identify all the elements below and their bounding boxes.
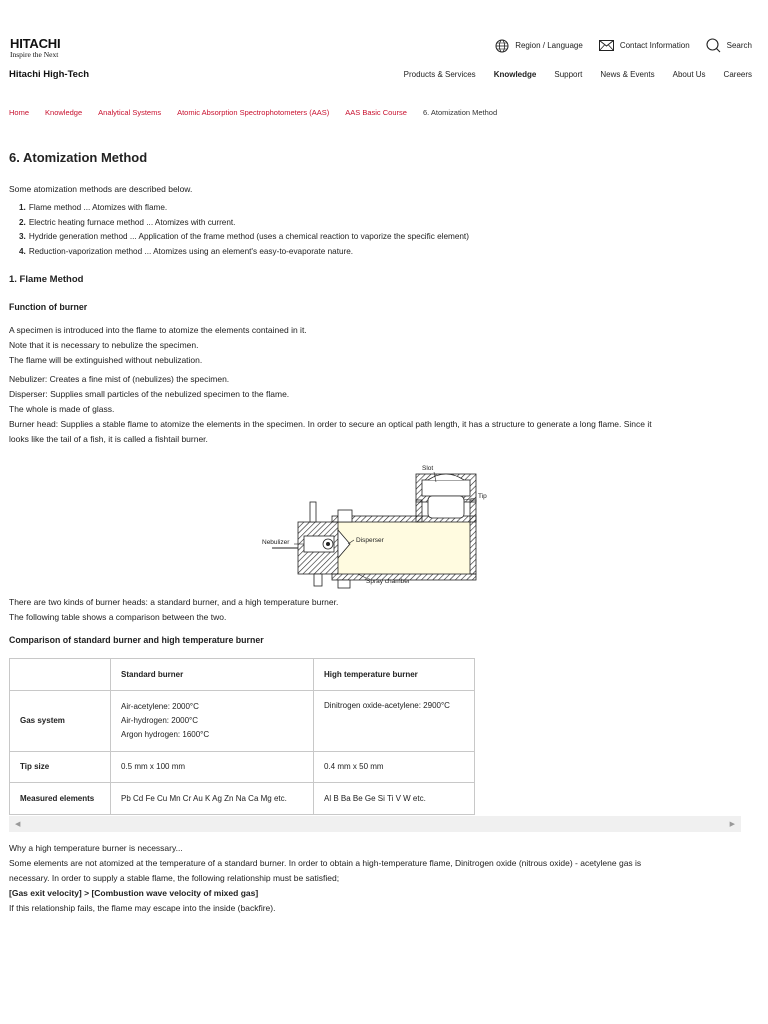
nav-about[interactable]: About Us [672, 70, 706, 79]
contact-label: Contact Information [619, 41, 690, 50]
hitachi-logo[interactable] [10, 38, 60, 59]
list-item: 2. Electric heating furnace method ... Atomizes with current. [19, 217, 236, 227]
list-item: 1. Flame method ... Atomizes with flame. [19, 203, 168, 212]
nav-products[interactable]: Products & Services [403, 70, 476, 79]
table-horizontal-scrollbar[interactable] [9, 816, 741, 832]
table-cell: Measured elements [10, 783, 111, 815]
contact-link[interactable] [599, 40, 690, 51]
comparison-heading: Comparison of standard burner and high temperature burner [9, 635, 264, 645]
list-item: 3. Hydride generation method ... Application of the frame method (uses a chemical reaction to vaporize the specific element) [19, 232, 469, 241]
utility-nav [479, 38, 752, 53]
nav-support[interactable]: Support [554, 70, 583, 79]
table-cell: Dinitrogen oxide-acetylene: 2900°C [314, 691, 475, 752]
table-header-cell: High temperature burner [314, 659, 475, 691]
table-header-cell [10, 659, 111, 691]
table-row [10, 752, 475, 783]
breadcrumb [9, 108, 513, 117]
company-name[interactable]: Hitachi High-Tech [9, 69, 90, 80]
burner-paragraph-3: There are two kinds of burner heads: a standard burner, and a high temperature burner. The following table shows a comparison between the two. [9, 597, 339, 622]
table-cell: 0.5 mm x 100 mm [111, 752, 314, 783]
page-title: 6. Atomization Method [9, 150, 148, 165]
table-cell: Gas system [10, 691, 111, 752]
region-language-label: Region / Language [515, 41, 583, 50]
intro-text: Some atomization methods are described below. [9, 184, 193, 194]
method-list [19, 201, 469, 259]
table-cell: 0.4 mm x 50 mm [314, 752, 475, 783]
breadcrumb-home[interactable]: Home [9, 108, 30, 117]
table-row [10, 659, 475, 691]
section-heading-flame: 1. Flame Method [9, 274, 84, 285]
table-cell: Air-acetylene: 2000°C Air-hydrogen: 2000°C Argon hydrogen: 1600°C [111, 691, 314, 752]
label-spray-chamber: Spray chamber [366, 578, 411, 585]
nav-news[interactable]: News & Events [600, 70, 655, 79]
table-cell: Pb Cd Fe Cu Mn Cr Au K Ag Zn Na Ca Mg etc. [111, 783, 314, 815]
label-tip: Tip [478, 493, 487, 500]
subheading-burner: Function of burner [9, 302, 88, 312]
scroll-right-icon[interactable]: ▶ [729, 821, 735, 828]
list-item: 4. Reduction-vaporization method ... Atomizes using an element's easy-to-evaporate nature. [19, 246, 354, 256]
logo-tagline: Inspire the Next [10, 50, 59, 59]
burner-paragraph-2: Nebulizer: Creates a fine mist of (nebulizes) the specimen. Disperser: Supplies small particles of the nebulized specimen to the flame. The whole is made of glass. Burner head: Supplies a stable flame to atomize the elements in the specimen. In order to secure an optical path length, it has a structure to generate a long flame. Since it looks like the tail of a fish, it is called a fishtail burner. [9, 374, 652, 444]
scroll-left-icon[interactable]: ◀ [15, 821, 21, 828]
nav-knowledge[interactable]: Knowledge [493, 70, 537, 79]
main-nav [386, 70, 752, 79]
globe-icon [495, 39, 509, 53]
why-high-temp-paragraph: Why a high temperature burner is necessary... Some elements are not atomized at the temperature of a standard burner. In order to obtain a high-temperature flame, Dinitrogen oxide (nitrous oxide) - acetylene gas is necessary. In order to supply a stable flame, the following relationship must be satisfied; [Gas exit velocity] > [Combustion wave velocity of mixed gas] If this relationship fails, the flame may escape into the inside (backfire). [9, 841, 739, 916]
breadcrumb-knowledge[interactable]: Knowledge [45, 108, 83, 117]
velocity-formula: [Gas exit velocity] > [Combustion wave velocity of mixed gas] [9, 888, 259, 898]
breadcrumb-aas-basic[interactable]: AAS Basic Course [345, 108, 407, 117]
breadcrumb-analytical-systems[interactable]: Analytical Systems [98, 108, 162, 117]
comparison-table [9, 658, 475, 815]
table-cell: Tip size [10, 752, 111, 783]
table-row [10, 691, 475, 752]
breadcrumb-aas[interactable]: Atomic Absorption Spectrophotometers (AAS) [177, 108, 330, 117]
breadcrumb-current: 6. Atomization Method [422, 108, 498, 117]
label-nebulizer: Nebulizer [262, 539, 290, 546]
search-label: Search [726, 41, 752, 50]
mail-icon [599, 40, 614, 51]
search-link[interactable] [706, 38, 752, 53]
label-slot: Slot [422, 465, 434, 472]
table-row [10, 783, 475, 815]
burner-paragraph-1: A specimen is introduced into the flame to atomize the elements contained in it. Note that it is necessary to nebulize the specimen. The flame will be extinguished without nebulization. [9, 325, 307, 365]
logo-brand: HITACHI [10, 36, 61, 51]
nav-careers[interactable]: Careers [723, 70, 752, 79]
table-cell: Al B Ba Be Ge Si Ti V W etc. [314, 783, 475, 815]
region-language-link[interactable] [495, 39, 583, 53]
search-icon [706, 38, 721, 53]
burner-diagram [258, 460, 498, 592]
label-disperser: Disperser [356, 537, 384, 544]
table-header-cell: Standard burner [111, 659, 314, 691]
